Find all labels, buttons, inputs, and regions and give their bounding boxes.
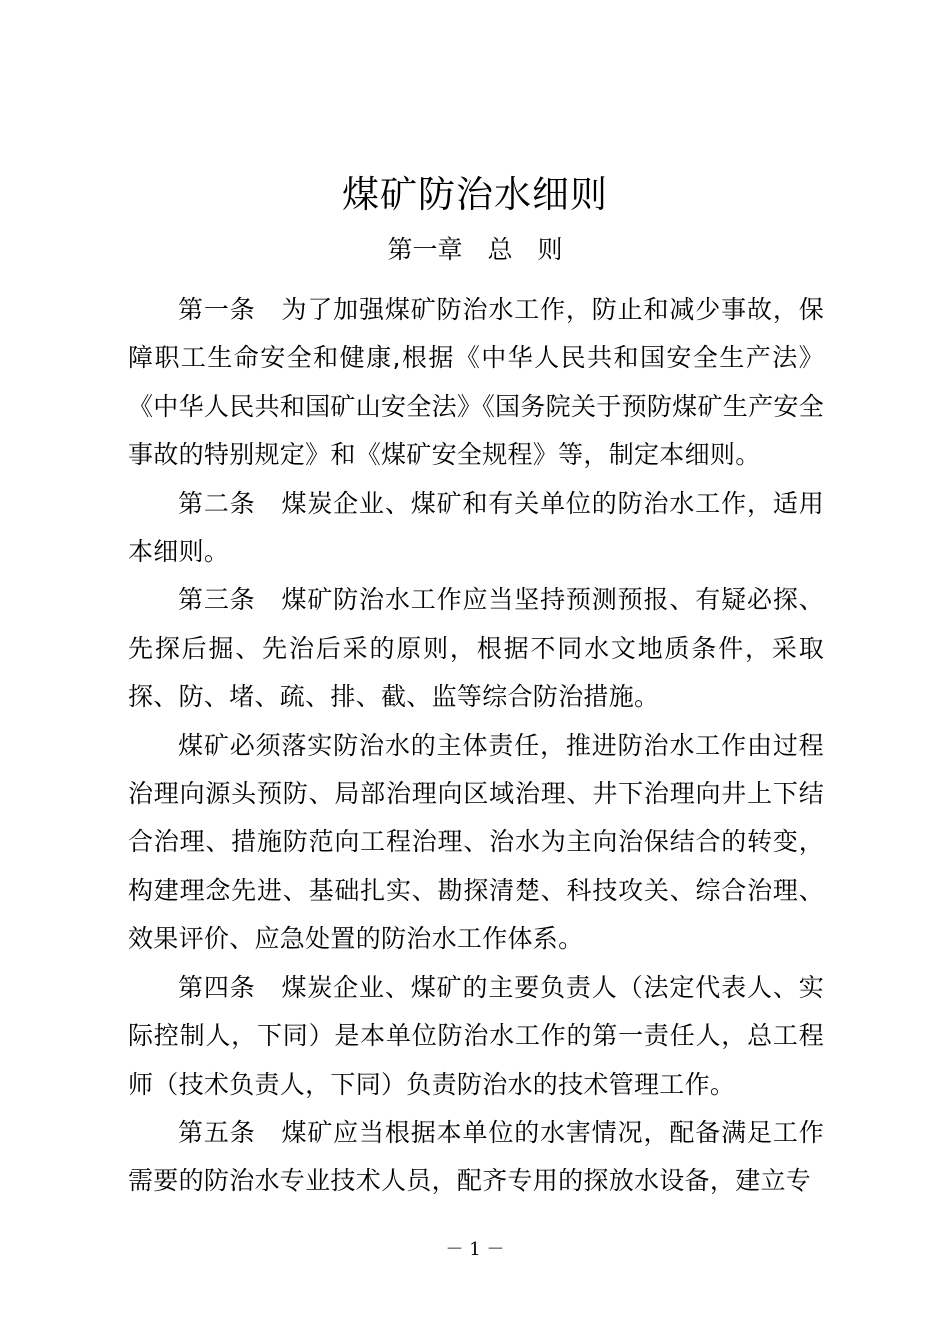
paragraph-article-3-continued — [128, 722, 824, 964]
paragraph-text: 煤矿必须落实防治水的主体责任，推进防治水工作由过程治理向源头预防、局部治理向区域治理、井下治理向井上下结合治理、措施防范向工程治理、治水为主向治保结合的转变，构建理念先进、基础扎实、勘探清楚、科技攻关、综合治理、效果评价、应急处置的防治水工作体系。 — [128, 730, 824, 954]
article-number: 第五条 — [178, 1117, 282, 1147]
paragraph-article-1 — [128, 286, 824, 480]
paragraph-text: 煤矿防治水工作应当坚持预测预报、有疑必探、先探后掘、先治后采的原则，根据不同水文地质条件，采取探、防、堵、疏、排、截、监等综合防治措施。 — [128, 585, 824, 712]
page-number: － 1 － — [445, 1239, 505, 1260]
paragraph-article-5 — [128, 1109, 824, 1206]
paragraph-text: 煤炭企业、煤矿和有关单位的防治水工作，适用本细则。 — [128, 488, 824, 567]
body-text — [128, 286, 824, 1206]
article-number: 第一条 — [178, 295, 282, 324]
article-number: 第三条 — [178, 585, 282, 615]
article-number: 第二条 — [178, 488, 282, 518]
page-title: 煤矿防治水细则 — [342, 172, 608, 216]
paragraph-article-4 — [128, 964, 824, 1109]
article-number: 第四条 — [178, 972, 282, 1002]
paragraph-text: 煤矿应当根据本单位的水害情况，配备满足工作需要的防治水专业技术人员，配齐专用的探放水设备，建立专 — [128, 1117, 824, 1196]
paragraph-text: 煤炭企业、煤矿的主要负责人（法定代表人、实际控制人，下同）是本单位防治水工作的第一责任人，总工程师（技术负责人，下同）负责防治水的技术管理工作。 — [128, 972, 824, 1099]
chapter-heading: 第一章 总 则 — [387, 235, 563, 264]
paragraph-text: 为了加强煤矿防治水工作，防止和减少事故，保障职工生命安全和健康,根据《中华人民共和国安全生产法》《中华人民共和国矿山安全法》《国务院关于预防煤矿生产安全事故的特别规定》和《煤矿安全规程》等，制定本细则。 — [128, 295, 824, 470]
paragraph-article-2 — [128, 480, 824, 577]
paragraph-article-3 — [128, 576, 824, 721]
